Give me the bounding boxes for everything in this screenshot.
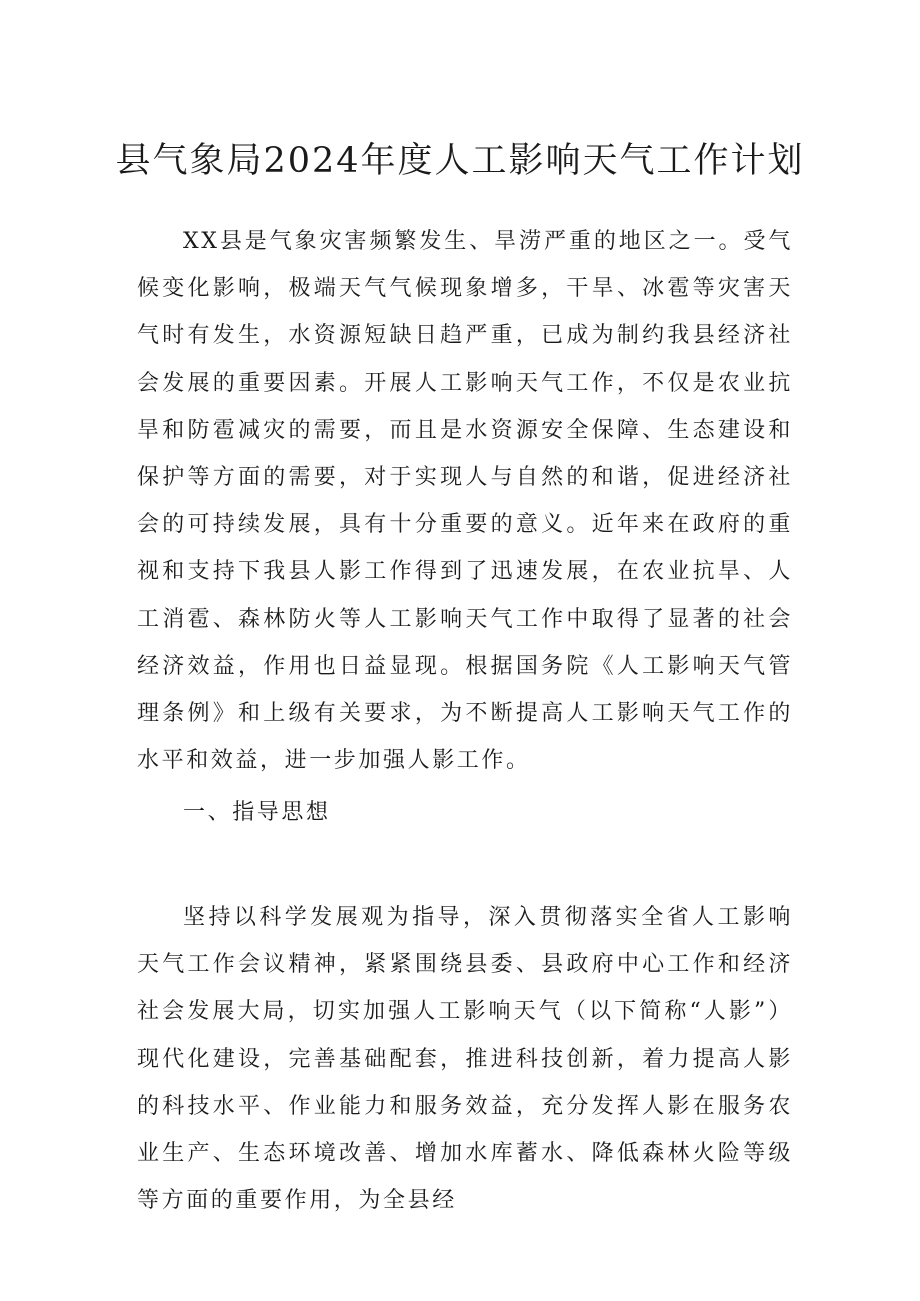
section-heading-guiding-ideology: 一、指导思想 [183, 800, 331, 825]
intro-paragraph: XX县是气象灾害频繁发生、旱涝严重的地区之一。受气候变化影响，极端天气气候现象增多，干旱、冰雹等灾害天气时有发生，水资源短缺日趋严重，已成为制约我县经济社会发展的重要因素。开展人工影响天气工作，不仅是农业抗旱和防雹减灾的需要，而且是水资源安全保障、生态建设和保护等方面的需要，对于实现人与自然的和谐，促进经济社会的可持续发展，具有十分重要的意义。近年来在政府的重视和支持下我县人影工作得到了迅速发展，在农业抗旱、人工消雹、森林防火等人工影响天气工作中取得了显著的社会经济效益，作用也日益显现。根据国务院《人工影响天气管理条例》和上级有关要求，为不断提高人工影响天气工作的水平和效益，进一步加强人影工作。 [137, 229, 793, 774]
section-paragraph-guiding-ideology: 坚持以科学发展观为指导，深入贯彻落实全省人工影响天气工作会议精神，紧紧围绕县委、县政府中心工作和经济社会发展大局，切实加强人工影响天气（以下简称“人影”）现代化建设，完善基础配套，推进科技创新，着力提高人影的科技水平、作业能力和服务效益，充分发挥人影在服务农业生产、生态环境改善、增加水库蓄水、降低森林火险等级等方面的重要作用，为全县经 [137, 905, 793, 1214]
document-title: 县气象局2024年度人工影响天气工作计划 [115, 141, 805, 181]
